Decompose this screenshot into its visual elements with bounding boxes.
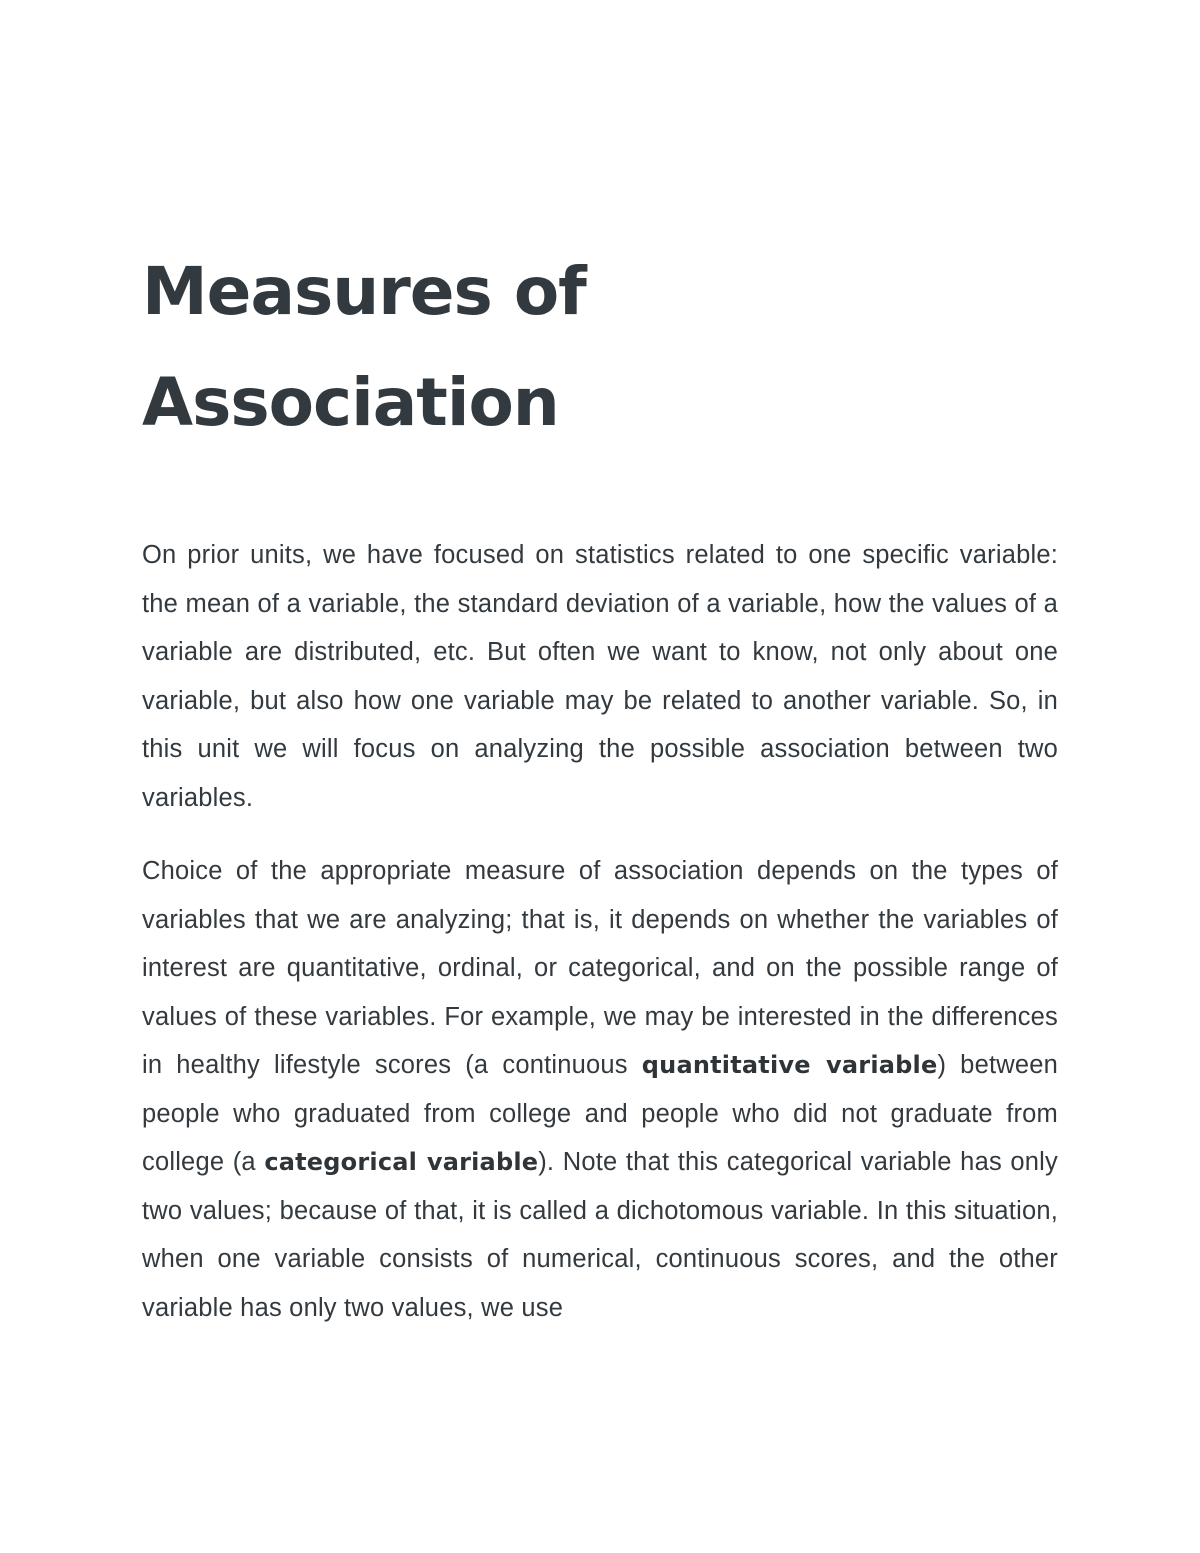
paragraph-text-part-3: ). Note that this categorical variable has only two values; because of that, it is called a dichotomous variable. In this situation, when one variable consists of numerical, continuous scores, and the other variable has only two values, we use — [142, 1148, 1058, 1322]
paragraph-text-part-2: ) between people who graduated from college and people who did not graduate from college (a — [142, 1051, 1058, 1176]
term-quantitative-variable: quantitative variable — [641, 1051, 938, 1079]
paragraph-text-part-1: Choice of the appropriate measure of association depends on the types of variables that we are analyzing; that is, it depends on whether the variables of interest are quantitative, ordinal, or categorical, and on the possible range of values of these variables. For example, we may be interested in the differences in healthy lifestyle scores (a continuous — [142, 857, 1058, 1079]
title-line-2: Association — [142, 364, 559, 441]
paragraph-intro: On prior units, we have focused on statistics related to one specific variable: the mean of a variable, the standard deviation of a variable, how the values of a variable are distributed, etc. But often we want to know, not only about one variable, but also how one variable may be related to another variable. So, in this unit we will focus on analyzing the possible association between two variables. — [142, 541, 1058, 812]
page-content — [142, 236, 1058, 1332]
paragraph-choice-of-measure — [142, 847, 1058, 1332]
term-categorical-variable: categorical variable — [264, 1148, 539, 1176]
title-line-1: Measures of — [142, 253, 586, 330]
page-title — [142, 236, 1058, 458]
